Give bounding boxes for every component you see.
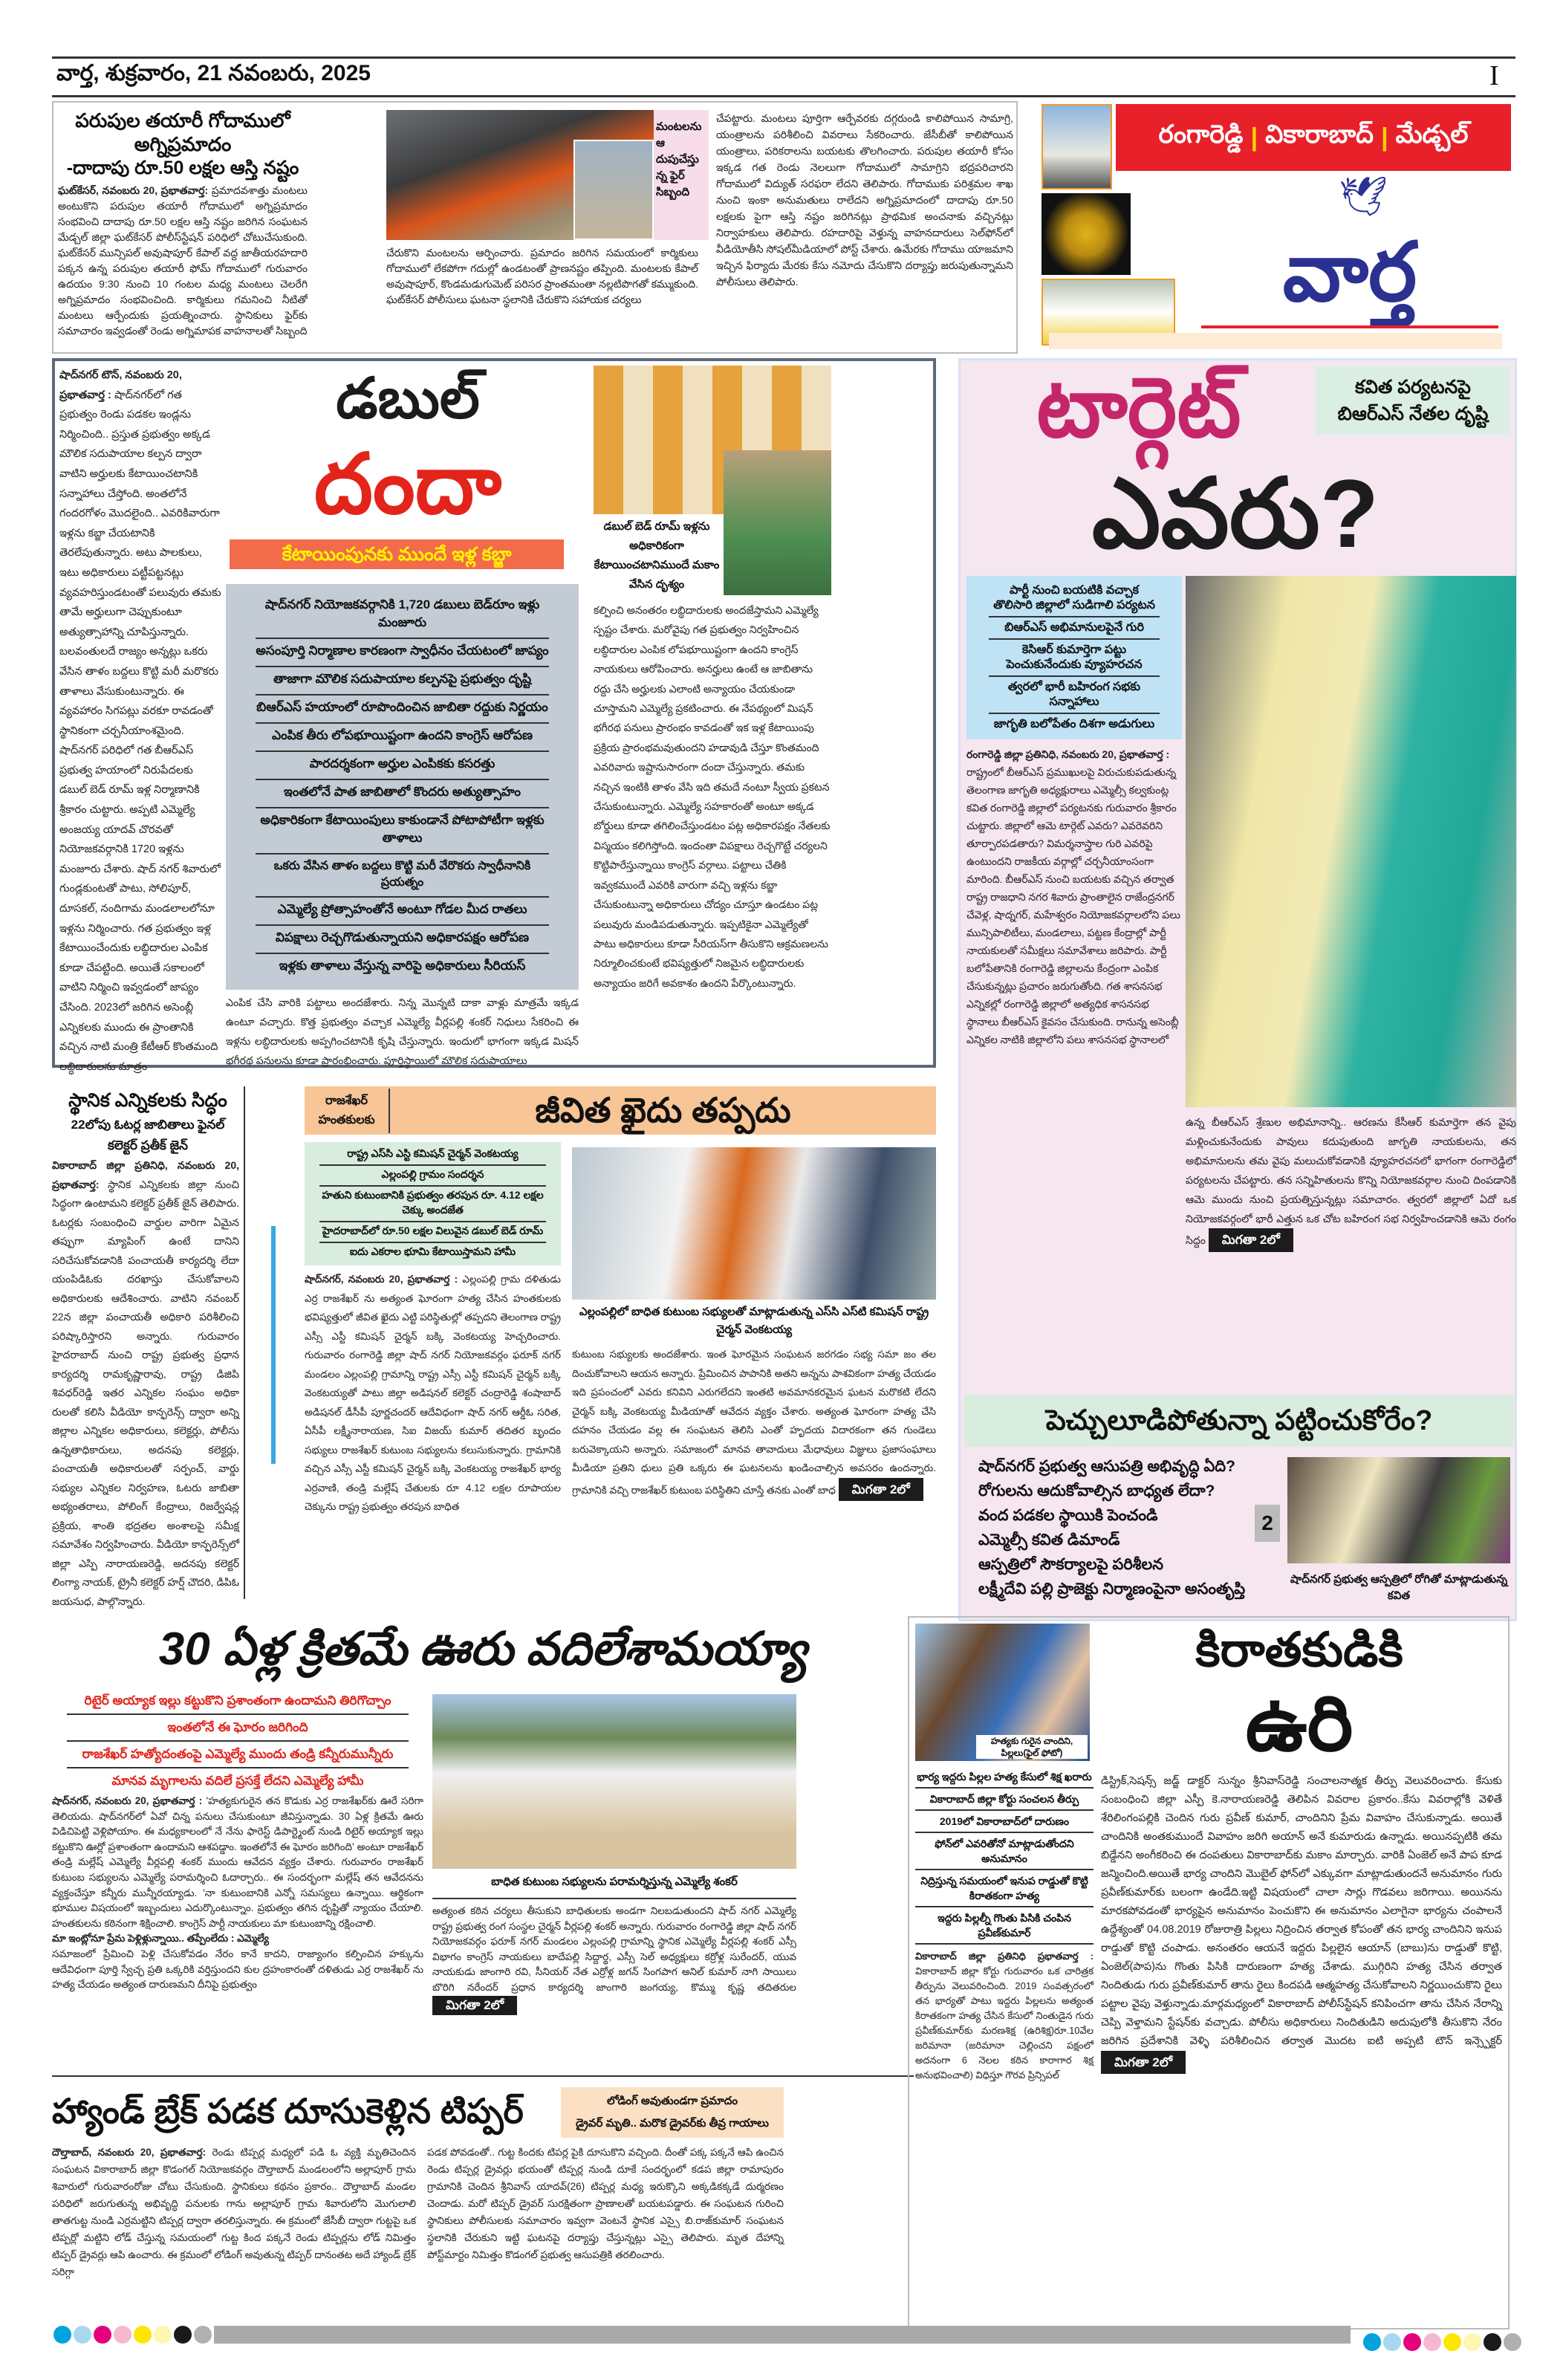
village-dateline: షాద్‌నగర్, నవంబరు 20, ప్రభాతవార్త :: [52, 1795, 203, 1806]
tipper-dateline: దౌల్తాబాద్, నవంబరు 20, ప్రభాతవార్త:: [52, 2147, 207, 2158]
color-dot: [1463, 2333, 1481, 2351]
color-dot: [194, 2326, 212, 2344]
verdict-photo-caption: హత్యకు గురైన చాందిని, పిల్లలు(ఫైల్ ఫోటో): [976, 1735, 1088, 1759]
commission-visit-photo: [572, 1147, 936, 1300]
village-subhead: రాజశేఖర్ హత్యోదంతంపై ఎమ్మెల్యే ముందు తండ్రి కన్నీరుమున్నీరు: [67, 1745, 409, 1768]
verdict-left-flow: [915, 1766, 1094, 2083]
vaartha-logo: వార్త: [1282, 227, 1417, 318]
double-dateline: షాద్‌నగర్ టౌన్, నవంబరు 20, ప్రభాతవార్త :: [59, 369, 182, 401]
tipper-kicker: [561, 2087, 784, 2138]
verdict-subhead: 2019లో వికారాబాద్‌లో దారుణం: [915, 1811, 1094, 1833]
target-subheads-box: [966, 576, 1182, 739]
target-dateline: రంగారెడ్డి జిల్లా ప్రతినిధి, నవంబరు 20, ప్రభాతవార్త :: [966, 748, 1170, 760]
village-right: [432, 1904, 796, 2015]
village-continued-button[interactable]: మిగతా 2లో: [432, 1996, 517, 2016]
masthead: [1042, 104, 1511, 349]
verdict-subhead: భార్య ఇద్దరు పిల్లల హత్య కేసులో శిక్ష ఖరారు: [915, 1766, 1094, 1789]
double-subhead: అసంపూర్తి నిర్మాణాల కారణంగా స్వాధీనం చేయటంలో జాప్యం: [256, 639, 549, 667]
fire-col1: [58, 183, 308, 349]
color-dot: [114, 2326, 131, 2344]
registration-bar-right: [1363, 2333, 1524, 2351]
double-subhead: విపక్షాలు రెచ్చగొడుతున్నాయని అధికారపక్షం ఆరోపణ: [256, 926, 549, 954]
target-subhead: త్వరలో భారీ బహిరంగ సభకు సన్నాహాలు: [989, 677, 1160, 714]
village-left-flow: [52, 1691, 423, 1993]
color-dot: [174, 2326, 192, 2344]
village-subhead: రిటైర్ అయ్యాక ఇల్లు కట్టుకొని ప్రశాంతంగా ఉందామని తిరిగొచ్చాం: [67, 1691, 409, 1715]
tipper-text1: రెండు టిప్పర్ల మధ్యలో పడి ఓ వ్యక్తి మృతిచెందిన సంఘటన వికారాబాద్ జిల్లా కొడంగల్ నియోజకవర్గం దౌల్తాబాద్ మండలంలోని అల్లాపూర్ గ్రామ శివారులో గురువారంరోజు చోటు చేసుకుంది. స్థానికులు కథనం ప్రకారం.. దౌల్తాబాద్ మండల పరిధిలో జరుగుతున్న అభివృద్ధి పనులకు గాను అల్లాపూర్ గ్రామ శివారులోని మొగులాలి తాతగుట్ట నుండి ఎర్రమట్టిని టిప్పర్ల ద్వారా తరలిస్తున్నారు. ఈ క్రమంలో జేసీబీ ద్వారా గుట్టపై ఒక టిప్పర్లో మట్టిని లోడ్ చేస్తున్న సమయంలో గుట్ట కింద పక్కనే రెండు టిప్పర్లను లోడ్ నిమిత్తం టిప్పర్ డ్రైవర్లు ఆపి ఉంచారు. ఈ క్రమంలో లోడింగ్ అవుతున్న టిప్పర్ దానంతట అదే హ్యాండ్ బ్రేక్ సరిగ్గా: [52, 2147, 417, 2277]
hospital-line: ఎమ్మెల్సీ కవిత డిమాండ్: [978, 1531, 1120, 1549]
verdict-left-text: వికారాబాద్ జిల్లా కోర్టు గురువారం ఒక చారిత్రక తీర్పును వెలువరించింది. 2019 సంవత్సరంలో తన భార్యతో పాటు ఇద్దరు పిల్లలను అత్యంత కిరాతకంగా హత్య చేసిన కేసులో నింతుడైన గురు ప్రవీణ్‌కుమార్‌కు మరణశిక్ష (ఉరిశిక్ష)రూ.10వేల జరిమానా (జరిమానా చెల్లించని పక్షంలో అదనంగా 6 నెలల కఠిన కారాగార శిక్ష అనుభవించాలి) విధిస్తూ గౌరవ ప్రిన్సిపల్: [915, 1965, 1094, 2081]
verdict-continued-button[interactable]: మిగతా 2లో: [1101, 2051, 1186, 2074]
target-title-2: ఎవరు?: [1091, 459, 1380, 568]
double-subhead: తాజాగా మౌలిక సదుపాయాల కల్పనపై ప్రభుత్వం దృష్టి: [256, 667, 549, 695]
color-dot: [53, 2326, 71, 2344]
double-subhead: షాద్‌నగర్ నియోజకవర్గానికి 1,720 డబులు బెడ్‌రూం ఇళ్లు మంజూరు: [256, 593, 549, 639]
color-dot: [154, 2326, 172, 2344]
target-subhead: జాగృతి బలోపేతం దిశగా అడుగులు: [993, 718, 1155, 730]
rajashekhar-story: [305, 1086, 936, 1599]
target-left-text: రాష్ట్రంలో బీఆర్ఎస్ ప్రముఖులపై విరుచుకుపడుతున్న తెలంగాణ జాగృతి అధ్యక్షురాలు ఎమ్మెల్సీ కల్వకుంట్ల కవిత రంగారెడ్డి జిల్లాలో పర్యటనకు గురువారం శ్రీకారం చుట్టారు. జిల్లాలో ఆమె టార్గెట్ ఎవరు? ఎవరెవరిని తూర్పారపడతారు? విమర్శనాస్త్రాల గురి ఎవరిపై ఉంటుందని రాజకీయ వర్గాల్లో చర్చనీయాంసంగా మారింది. బీఆర్ఎస్ నుంచి బయటకు వచ్చిన తర్వాత రాష్ట్ర రాజధాని నగర శివారు ప్రాంతాలైన రాజేంద్రనగర్ చేవెళ్ల, షాద్నగర్, మహేశ్వరం నియోజకవర్గాలలోని పలు మున్సిపాలిటీలు, మండలాలు, పట్టణ కేంద్రాల్లో పార్టీ నాయకులతో సమీక్షలు సమావేశాలు జరిపారు. పార్టీ బలోపేతానికి రంగారెడ్డి జిల్లాలను కేంద్రంగా ఎంపిక చేసుకున్నట్లు ప్రచారం జరుగుతోంది. గత శాసనసభ ఎన్నికల్లో రంగారెడ్డి జిల్లాలో అత్యధిక శాసనసభ స్థానాలు బీఆర్ఎస్ కైవసం చేసుకుంది. రానున్న అసెంబ్లీ ఎన్నికల నాటికి జిల్లాలోని పలు శాసనసభ స్థానాలలో: [966, 766, 1180, 1045]
color-dot: [134, 2326, 152, 2344]
verdict-subhead: నిద్రిస్తున్న సమయంలో ఇనుప రాడ్డుతో కొట్టి కిరాతకంగా హత్య: [915, 1870, 1094, 1907]
hospital-photo: [1287, 1457, 1510, 1563]
double-subhead: పారదర్శకంగా అర్హుల ఎంపికకు కసరత్తు: [256, 752, 549, 780]
elections-title: స్థానిక ఎన్నికలకు సిద్ధం: [68, 1090, 227, 1111]
district-band: రంగారెడ్డి | వికారాబాద్ | మేడ్చల్: [1116, 104, 1511, 171]
fire-col2: చేరుకొని మంటలను ఆర్పించారు. ప్రమాదం జరిగిన సమయంలో కార్మికులు గోదాములో లేకపోగా గదుల్లో ఉండటంతో ప్రాణనష్టం తప్పింది. మంటలకు కేపాల్ అవుషాపూర్, కొండమడుగుమెట్ పరిసర ప్రాంతమంతా నల్లటిపొగతో కమ్ముకుంది. ఘట్‌కేసర్ పోలీసులు ఘటనా స్థలానికి చేరుకొని సహాయక చర్యలు: [386, 247, 698, 305]
village-subhead: ఇంతలోనే ఈ ఘోరం జరిగింది: [67, 1718, 409, 1742]
logo-band: [1049, 333, 1502, 349]
color-dot: [1363, 2333, 1381, 2351]
target-continued-button[interactable]: మిగతా 2లో: [1209, 1228, 1293, 1252]
rajashekhar-kicker: రాజశేఖర్ హంతకులకు: [305, 1089, 390, 1133]
fire-subheadline: -దాదాపు రూ.50 లక్షల ఆస్తి నష్టం: [66, 158, 299, 178]
rajashekhar-right-text: కుటుంబ సభ్యులకు అందజేశారు. ఇంత ఘోరమైన సంఘటన జరగడం సభ్య సమా జం తల దించుకోవాలని ఆయన అన్నారు. ప్రేమించిన పాపానికి అతని అన్నను పాశవికంగా హత్య చేయడం ఇది ప్రపంచంలో ఎవరు కనివిని ఎరుగలేదని ఇంతటి అవమానకరమైన ఘటన మరొకటి లేదని చైర్మన్ బక్కి వెంకటయ్య మీడియాతో ఆవేదన వ్యక్తం చేశారు. అత్యంత ఘోరంగా హత్య చేసి దహనం చేయడం వల్ల ఈ సంఘటన తెలిసి ఎంతో హృదయ విదారకంగా తన గుండెలు బరువెక్కాయని అన్నారు. సమాజంలో మానవ తావాదులు మేధావులు విజ్ఞులు ప్రజాసంఘాలు మీడియా ప్రతిని ధులు ప్రతి ఒక్కరు ఈ ఘటనలను ఖండించాల్సిన అవసరం ఉందన్నారు. గ్రామానికి వచ్చి రాజశేఖర్ కుటుంబ పరిస్థితిని చూస్తే తనకు ఎంతో బాధ: [572, 1349, 936, 1496]
hospital-line: రోగులను ఆదుకోవాల్సిన బాధ్యత లేదా?: [978, 1482, 1215, 1499]
double-subhead: ఇంతలోనే పాత జాబితాలో కొందరు అత్యుత్సాహం: [256, 780, 549, 808]
village-text: 'హత్యకుగురైన తన కొడుకు ఎర్ర రాజశేఖర్‌కు ఊరే సరిగా తెలియదు. షాద్‌నగర్‌లో ఏవో చిన్న పనులు చేసుకుంటూ జీవిస్తున్నాడు. 30 ఏళ్ల క్రితమే ఊరు విడిచిపెట్టి వెళ్లిపోయాం. ఈ మధ్యకాలంలో నే నేను ఫారెస్ట్ డిపార్ట్మెంట్ నుండి రిటైర్ అయ్యాక ఇల్లు కట్టుకొని ఊర్లో ప్రశాంతంగా ఉందామని ఆశపడ్డాం. ఇంతలోనే ఈ ఘోరం జరిగింది' అంటూ రాజశేఖర్ తండ్రి మల్లేష్ ఎమ్మెల్యే వీర్లపల్లి శంకర్ ముందు ఆవేదన వ్యక్తం చేశారు. గురువారం రాజశేఖర్ కుటుంబ సభ్యులను ఎమ్మెల్యే పరామర్శించి ఓదార్చారు.. ఈ సందర్భంగా మల్లేష్ తన ఆవేదనను వ్యక్తంచేస్తూ కన్నీరు మున్నీరయ్యాడు. 'నా కుటుంబానికి ఎన్నో సమస్యలు ఉన్నాయి. ఆర్థికంగా భూముల విషయంలో ఇబ్బందులు ఎదుర్కొంటున్నాం. ప్రభుత్వం తగిన దృష్టితో న్యాయం చేయాలి. హంతకులను కఠినంగా శిక్షించాలి. కాంగ్రెస్ పార్టీ నాయకులు మా కుటుంబాన్ని రక్షించాలి.: [52, 1795, 423, 1929]
double-subhead: అధికారికంగా కేటాయింపులు కాకుండానే పోటాపోటీగా ఇళ్లకు తాళాలు: [256, 808, 549, 855]
tipper-header: [52, 2087, 784, 2138]
rajashekhar-subhead: రాష్ట్ర ఎస్‌సి ఎస్టి కమిషన్ చైర్మన్ వెంకటయ్య: [319, 1145, 546, 1166]
village-story: [52, 1620, 914, 2066]
double-subhead: బిఆర్ఎస్ హయాంలో రూపొందించిన జాబితా రద్దుకు నిర్ణయం: [256, 695, 549, 724]
fire-text: ప్రమాదవశాత్తు మంటలు అంటుకొని పరుపుల తయారీ గోదాములో అగ్నిప్రమాదం సంభవించి దాదాపు రూ.50 లక్షల ఆస్తి నష్టం జరిగిన సంఘటన మేడ్చల్ జిల్లా ఘట్‌కేసర్ పోలీస్‌స్టేషన్ పరిధిలో చోటుచేసుకుంది. ఘట్‌కేసర్ మున్సిపల్ అవుషాపూర్ కేపాల్ వద్ద జాతీయరహదారి పక్కన ఉన్న పరుపుల తయారీ ఫోమ్ గోదాములో గురువారం ఉదయం 9:30 నుంచి 10 గంటల మధ్య మంటలు చెలరేగి అగ్నిప్రమాదం సంభవించింది. కార్మికులు గమనించి నీటితో మంటలు ఆర్పేందుకు ప్రయత్నించారు. స్థానికులు ఫైర్‌కు సమాచారం ఇవ్వడంతో రెండు అగ్నిమాపక వాహనాలతో సిబ్బంది: [58, 184, 308, 337]
color-dot: [1383, 2333, 1401, 2351]
rajashekhar-subhead: ఎల్లంపల్లి గ్రామం సందర్శన: [319, 1166, 546, 1187]
fire-dateline: ఘట్‌కేసర్, నవంబరు 20, ప్రభాతవార్త:: [58, 184, 209, 196]
rajashekhar-right-flow: [572, 1303, 936, 1501]
district-rangareddy: రంగారెడ్డి: [1158, 120, 1244, 149]
tipper-kicker-2: డ్రైవర్ మృతి.. మరొక డ్రైవర్‌కు తీవ్ర గాయాలు: [576, 2117, 769, 2130]
header-rule-bottom: [52, 95, 1515, 97]
color-dot: [1504, 2333, 1521, 2351]
target-left-col: [966, 745, 1182, 1048]
color-dot: [74, 2326, 91, 2344]
village-body: [52, 1794, 423, 1993]
verdict-right-text: డిస్ట్రిక్,సెషన్స్ జడ్జ్ డాక్టర్ సున్నం శ్రీనివాస్‌రెడ్డి సంచాలనాత్మక తీర్పు వెలువరించారు. కేసుకు సంబంధించి జిల్లా ఎస్పీ కె.నారాయణరెడ్డి తెలిపిన వివరాల ప్రకారం..కేసు వివరాల్లోకి వెళితే శేరిలింగంపల్లికి చెందిన గురు ప్రవీణ్ కుమార్, చాందినిని ప్రేమ వివాహం చేసుకున్నాడు. అయితే చాందినికి అంతకుముందే వివాహం జరిగి అయాన్ అనే కుమారుడు ఉన్నాడు. అయినప్పటికి తమ బిడ్డేనని అంగీకరించి ఈ దంపతులు వికారాబాద్‌కు మకాం మార్చారు. వారికి ఏంజెల్ అనే పాప కూడ జన్మించింది.అయితే భార్య చాందిని మొబైల్ ఫోన్‌లో ఎక్కువగా మాట్లాడుతుందనే అనుమానం గురు ప్రవీణ్‌కుమార్‌కు బలంగా ఉండేది.ఇట్టి విషయంలో చాలా సార్లు గొడవలు జరిగాయి. అయినను మారకపోవడంతో భార్యపైన అనుమానం పెంచుకొని ఈ అనుమానం ఎలాగైనా భార్యను చంపాలనే ఉద్దేశ్యంతో 04.08.2019 రోజురాత్రి పిల్లలు నిద్రించిన తర్వాత కోపంతో తన భార్య చాందినిని ఇనుప రాడ్డుతో కొట్టి చంపాడు. అనంతరం ఆయనే ఇద్దరు పిల్లలైన ఆయాన్ (బాబు)ను రాడ్డుతో కొట్టి, ఏంజెల్(పాప)ను గొంతు పిసికి దారుణంగా హత్య చేశాడు. ముగ్గిరిని హత్య చేసిన తర్వాత నిందితుడు గురు ప్రవీణ్‌కుమార్ తాను రైలు కిందపడి ఆత్మహత్య చేసుకోవాలని నిర్ణయించుకొని రైలు పట్టాల వైపు వెళ్తున్నాడు.మార్గమధ్యంలో వికారాబాద్ పోలీస్‌స్టేషన్ కనిపించగా తాను చేసిన నేరాన్ని చెప్పి వెళ్తామని స్టేషన్‌కు వచ్చాడు. పోలీసు అధికారులు నిందితుడిని అదుపులోకి తీసుకొని నేరం జరిగిన ప్రదేశానికి వెళ్ళి పరిశీలించిన తర్వాత మొదట ఐటి అప్పటి టౌన్ ఇన్స్పెక్టర్: [1101, 1775, 1502, 2047]
fire-left-flow: [58, 108, 308, 349]
dateline-header: వార్త, శుక్రవారం, 21 నవంబరు, 2025: [56, 61, 371, 85]
target-subhead: పార్టీ నుంచి బయటికి వచ్చాక తొలిసారి జిల్లాలో సుడిగాలి పర్యటన: [989, 580, 1160, 617]
tipper-story: [52, 2075, 914, 2280]
fire-photo-caption: మంటలను ఆదుపుచేస్తున్న ఫైర్ సిబ్బంది: [654, 110, 709, 240]
double-right-flow: [594, 517, 831, 993]
village-right-text: అత్యంత కఠిన చర్యలు తీసుకుని బాధితులకు అండగా నిలబడుతుందని షాద్ నగర్ ఎమ్మెల్యే రాష్ట్ర ప్రభుత్వ రంగ సంస్థల చైర్మన్ వీర్లపల్లి శంకర్ అన్నారు. గురువారం రంగారెడ్డి జిల్లా షాద్ నగర్ నియోజకవర్గం ఫరూక్ నగర్ మండలం ఎల్లంపల్లి గ్రామాన్ని స్థానిక ఎమ్మెల్యే వీర్లపల్లి శంకర్ ఎస్సీ విభాగం కాంగ్రెస్ నాయకులు బాదేపల్లి సిద్దార్థ, ఎస్సీ సెల్ అధ్యక్షులు కర్రోళ్ల సురేందర్, యువ నాయకుడు జాంగారి రవి, సీనియర్ నేత ఎర్రోళ్ల జగన్ సింగపాగ అనిల్ కుమార్ నాగి సాయిలు బొరిగి నరేందర్ ప్రధాన కార్యదర్శి జాంగారి జంగయ్య, కొమ్ము కృష్ణ తదితరుల: [432, 1905, 796, 1993]
rajashekhar-body: [305, 1270, 561, 1599]
verdict-subhead: ఫోన్‌లో ఎవరితోనో మాట్లాడుతోందని అనుమానం: [915, 1833, 1094, 1870]
district-vikarabad: వికారాబాద్: [1265, 120, 1374, 149]
target-bottom-body: ఉన్న బీఆర్ఎస్ శ్రేణుల అభిమానాన్ని.. ఆరణను కేసీఆర్ కుమార్తెగా తన వైపు మళ్లించుకునేందుకు పావులు కదుపుతుంది జాగృతి నాయకులను, తన అభిమానులను తమ వైపు మలుచుకోవడానికి వ్యూహరచనలో భాగంగా రంగారెడ్డిలో పర్యటలను చేపట్టారు. తన సన్నిహితులను కొన్ని నియోజకవర్గాల నుంచి దింపడానికి ఆమె ముందు నుంచి ప్రయత్నిస్తున్నట్లు సమాచారం. త్వరలో జిల్లాలో ఏదో ఒక నియోజకవర్గంలో భారీ ఎత్తున ఒక చోట బహిరంగ సభ నిర్వహించడానికి ఆమె రంగం సిద్దం: [1186, 1116, 1516, 1246]
rajashekhar-right: [572, 1345, 936, 1501]
verdict-right: [1101, 1772, 1502, 2074]
firefighters-photo: [573, 140, 654, 240]
elections-story: [52, 1086, 245, 1607]
color-dot: [94, 2326, 111, 2344]
elections-dateline: వికారాబాద్ జిల్లా ప్రతినిధి, నవంబరు 20, ప్రభాతవార్త:: [52, 1159, 239, 1190]
elections-accent-bar: [271, 1226, 276, 1464]
double-title-1: డబుల్: [336, 367, 480, 430]
double-subhead: ఇళ్లకు తాళాలు వేస్తున్న వారిపై అధికారులు సీరియస్: [279, 959, 526, 973]
deity-photo: [1042, 193, 1131, 275]
tipper-columns: [52, 2144, 784, 2280]
fire-col3: చేపట్టారు. మంటలు పూర్తిగా ఆర్పేవరకు దగ్గరుండి కాలిపోయిన సామాగ్రి, యంత్రాలను పరిశీలించి వివరాలు సేకరించారు. జేసీబీతో కాలిపోయిన యంత్రాలు, పరికరాలను బయటకు తొలగించారు. పరుపుల తయారీ కోసం ఇక్కడ గత రెండు నెలలుగా గోదాములో సామాగ్రిని భద్రపరిచారని గోదాములో విద్యుత్ సరఫరా లేదని తెలిపారు. గోదాముకు పరిశ్రమల శాఖ నుంచి ఇంకా అనుమతులు రాలేదని అగ్నిప్రమాదంలో దాదాపు రూ.50 లక్షలకు పైగా ఆస్తి నష్టం జరిగినట్లు ప్రాథమిక అంచనాకు వచ్చినట్లు నిర్వాహకులు తెలిపారు. రహదారిపై వెళ్తున్న వాహనదారులు సెల్‌ఫోన్‌లో వీడియోతీసి సోషల్‌మీడియాలో పోస్ట్ చేశారు. ఉమేరకు గోదాము యాజమాని ఇచ్చిన ఫిర్యాదు మేరకు కేసు నమోదు చేసుకొని దర్యాప్తు జరుపుతున్నామని పోలీసులు తెలిపారు.: [716, 112, 1013, 288]
color-dot: [1443, 2333, 1461, 2351]
dove-icon: 🕊: [1339, 175, 1388, 218]
hospital-title: పెచ్చులూడిపోతున్నా పట్టించుకోరేం?: [964, 1395, 1514, 1447]
kavitha-photo: [1186, 576, 1516, 1107]
tipper-col2: పడక పోవడంతో.. గుట్ట కిందకు టిపర్ల పైకి దూసుకొని వచ్చింది. దీంతో పక్క పక్కనే ఆపి ఉంచిన రెండు టిప్పర్ల డ్రైవర్లు భయంతో టిప్పర్ల నుండి దూకే సందర్భంలో కడప జిల్లా రామాపురం గ్రామానికి చెందిన శ్రీనివాస్ యాదవ్(26) టిప్పర్ల మధ్య ఇరుక్కొని అక్కడికక్కడే దుర్మరణం చెందాడు. మరో టిప్పర్ డ్రైవర్ సురక్షితంగా ప్రాణాలతో బయటపడ్డారు. ఈ సంఘటన గురించి స్థానికులు పోలీసులకు సమాచారం ఇవ్వగా వెంటనే స్థానిక ఎస్సై బి.రాజ్‌కుమార్ సంఘటన స్థలానికి చేరుకుని ఇట్టి ఘటనపై దర్యాప్తు చేస్తున్నట్లు ఎస్సై తెలిపారు. మృత దేహాన్ని పోస్ట్‌మార్టం నిమిత్తం కొడంగల్ ప్రభుత్వ ఆసుపత్రికి తరలించారు.: [427, 2147, 784, 2260]
double-center-text: ఎంపిక చేసి వారికి పట్టాలు అందజేశారు. నిన్న మొన్నటి దాకా వాళ్లు మాత్రమే ఇక్కడ ఉంటూ వచ్చారు. కొత్త ప్రభుత్వం వచ్చాక ఎమ్మెల్యే వీర్లపల్లి శంకర్ నిధులు సేకరించి ఈ ఇళ్లను లబ్ధిదారులకు అప్పగించటానికి కృషి చేస్తున్నారు. ఇందులో భాగంగా ఇక్కడ మిషన్ భగీరథ పనులను కూడా ప్రారంభించారు. పూర్తిస్థాయిలో మౌలిక సదుపాయాలు: [226, 996, 579, 1066]
temple-photo: [1042, 104, 1112, 189]
header-rule-top: [52, 56, 1515, 59]
tipper-kicker-1: లోడింగ్ అవుతుండగా ప్రమాదం: [607, 2095, 738, 2107]
target-kicker: కవిత పర్యటనపై బిఆర్ఎస్ నేతల దృష్టి: [1316, 366, 1510, 435]
hospital-line: ఆస్పత్రిలో సౌకర్యాలపై పరిశీలన: [978, 1556, 1163, 1573]
gray-strip: [214, 2326, 1351, 2344]
target-story: [958, 358, 1517, 1621]
verdict-title-1: కిరాతకుడికి: [1195, 1623, 1403, 1676]
rajashekhar-photo-caption: ఎల్లంపల్లిలో బాధిత కుటుంబ సభ్యులతో మాట్లాడుతున్న ఎస్‌సి ఎస్‌టి కమిషన్ రాష్ట్ర చైర్మన్ వెంకటయ్య: [579, 1306, 929, 1336]
page-ref-badge: 2: [1255, 1505, 1280, 1542]
hospital-line: షాద్‌నగర్ ప్రభుత్వ ఆసుపత్రి అభివృద్ధి ఏది?: [978, 1458, 1235, 1475]
color-dot: [1484, 2333, 1501, 2351]
rajashekhar-continued-button[interactable]: మిగతా 2లో: [839, 1478, 923, 1502]
rajashekhar-subhead: హైదరాబాద్‌లో రూ.50 లక్షల విలువైన డబుల్ బెడ్ రూమ్: [319, 1222, 546, 1243]
double-title-2: దందా: [313, 438, 502, 531]
target-bottom-text: [1186, 1112, 1516, 1252]
rajashekhar-banner: [305, 1086, 936, 1135]
registration-bar-left: [53, 2326, 1351, 2344]
village-photo-caption: బాధిత కుటుంబ సభ్యులను పరామర్శిస్తున్న ఎమ్మెల్యే శంకర్: [432, 1874, 796, 1899]
tipper-title: హ్యాండ్ బ్రేక్ పడక దూసుకెళ్లిన టిప్పర్: [52, 2092, 524, 2130]
village-subtitle2: మా ఇంట్లోనూ ప్రేమ పెళ్లిళ్లున్నాయి.. తప్పేంలేదు : ఎమ్మెల్యే: [52, 1933, 269, 1945]
verdict-story: [908, 1616, 1510, 2329]
double-subhead: ఒకరు వేసిన తాళం బద్దలు కొట్టి మరీ వేరొకరు స్వాధీనానికి ప్రయత్నం: [256, 855, 549, 898]
double-photo-caption: డబుల్ బెడ్ రూమ్ ఇళ్లను అధికారికంగా కేటాయించటానిముందే మకాం వేసిన దృశ్యం: [594, 520, 720, 591]
verdict-left: [915, 1949, 1094, 2083]
verdict-title-2: ఉరి: [1245, 1681, 1354, 1767]
mla-visit-photo: [432, 1694, 796, 1869]
rajashekhar-text: ఎల్లంపల్లి గ్రామ దళితుడు ఎర్ర రాజశేఖర్ ను అత్యంత ఘోరంగా హత్య చేసిన హంతకులకు భవిష్యత్తులో జీవిత ఖైదు ఎట్టి పరిస్థితుల్లో తప్పదని తెలంగాణ రాష్ట్ర ఎస్సీ ఎస్టీ కమిషన్ చైర్మన్ బక్కి వెంకటయ్య హెచ్చరించారు. గురువారం రంగారెడ్డి జిల్లా షాద్ నగర్ నియోజకవర్గం ఫరూక్ నగర్ మండలం ఎల్లంపల్లి గ్రామాన్ని రాష్ట్ర ఎస్సీ ఎస్టీ కమిషన్ చైర్మన్ బక్కి వెంకటయ్యతో పాటు జిల్లా అడిషనల్ కలెక్టర్ చంద్రారెడ్డి శంషాబాద్ అడిషనల్ డీసీపీ పూర్ణచందర్ ఆదేవిధంగా షాద్ నగర్ ఆర్డీఓ సరిత, ఏసీపీ లక్ష్మీనారాయణ, సిఐ విజయ్ కుమార్ తదితర బృందం సభ్యులు రాజశేఖర్ కుటుంబ సభ్యులను కలుసుకున్నారు. గ్రామానికి వచ్చిన ఎస్సీ ఎస్టీ కమిషన్ చైర్మన్ బక్కి వెంకటయ్య రాజశేఖర్ భార్య ఎర్రవాణి, తండ్రి మల్లేష్ చేతులకు రూ 4.12 లక్షల రూపాయల చెక్కును రాష్ట్ర ప్రభుత్వం తరపున బాధిత: [305, 1274, 561, 1512]
elections-body: [52, 1156, 244, 1611]
rajashekhar-dateline: షాద్‌నగర్, నవంబరు 20, ప్రభాతవార్త :: [305, 1274, 458, 1285]
target-left-flow: [966, 576, 1182, 1048]
elections-sub1: 22లోపు ఓటర్ల జాబితాలు ఫైనల్: [71, 1118, 225, 1132]
verdict-subhead: వికారాబాద్ జిల్లా కోర్టు సంచలన తీర్పు: [915, 1789, 1094, 1811]
hospital-lines: [978, 1454, 1247, 1601]
tipper-col1: [52, 2144, 416, 2280]
target-subhead: బిఆర్ఎస్ అభిమానులపైనే గురి: [989, 617, 1160, 640]
fire-story: [52, 101, 1018, 354]
verdict-dateline: వికారాబాద్ జిల్లా ప్రతినిధి ప్రభాతవార్త :: [915, 1951, 1094, 1962]
double-subheads: [226, 584, 579, 990]
target-subhead: కెసిఆర్ కుమార్తెగా పట్టు పెంచుకునేందుకు వ్యూహరచన: [989, 640, 1160, 677]
double-left-col: [59, 366, 223, 1077]
hospital-line: లక్ష్మీదేవి పల్లి ప్రాజెక్టు నిర్మాణంపైనా అసంతృప్తి: [978, 1580, 1246, 1598]
logo-underline: [1201, 325, 1498, 328]
village-title: 30 ఏళ్ల క్రితమే ఊరు వదిలేశామయ్యా: [158, 1624, 808, 1675]
page-marker: I: [1489, 60, 1499, 91]
color-dot: [1403, 2333, 1421, 2351]
double-danda-story: [52, 358, 936, 1073]
rajashekhar-subhead: హతుని కుటుంబానికి ప్రభుత్వం తరపున రూ. 4.12 లక్షల చెక్కు అందజేత: [319, 1187, 546, 1222]
verdict-subhead: ఇద్దరు పిల్లల్నీ గొంతు పిసికి చంపిన ప్రవీణ్‌కుమార్: [915, 1907, 1094, 1945]
double-subhead: ఎమ్మెల్యే ప్రోత్సాహంతోనే అంటూ గోడల మీద రాతలు: [256, 898, 549, 926]
double-right-col: కల్పించి అనంతరం లబ్ధిదారులకు అందజేస్తామని ఎమ్మెల్యే స్పష్టం చేశారు. మరోవైపు గత ప్రభుత్వం నిర్వహించిన లబ్ధిదారుల ఎంపిక లోపభూయిష్టంగా ఉందని కాంగ్రెస్ నాయకులు ఆరోపించారు. అనర్హులు ఉంటే ఆ జాబితాను రద్దు చేసి అర్హులకు ఎలాంటి అన్యాయం చేయకుండా చూస్తామని ఎమ్మెల్యే ప్రకటించారు. ఈ నేపథ్యంలో మిషన్ భగీరథ పనులు ప్రారంభం కావడంతో ఇక ఇళ్ల కేటాయింపు ప్రక్రియ ప్రారంభమవుతుందని హడావుడి చేస్తూ కొంతమంది ఎవరివారు ఇష్టానుసారంగా దందా చేస్తున్నారు. తమకు నచ్చిన ఇంటికి తాళం వేసి ఇది తమదే నంటూ స్వీయ ప్రకటన చేసుకుంటున్నారు. ఎమ్మెల్యే సహకారంతో అంటూ అక్కడ బోర్డులు కూడా తగిలించేస్తుండటం పట్ల అధికారపక్షం నేతలకు విస్మయం కలిగిస్తోంది. ఇందంతా విపక్షాలు రెచ్చగొట్టే చర్యలని కొట్టిపారేస్తున్నాయి కాంగ్రెస్ వర్గాలు. పట్టాలు చేతికి ఇవ్వకముందే ఎవరికి వారుగా వచ్చి ఇళ్లను కబ్జా చేసుకుంటున్నా అధికారులు చోద్యం చూస్తూ ఉండటం పట్ల పలువురు మండిపడుతున్నారు. ఇప్పటికైనా ఎమ్మెల్యేతో పాటు అధికారులు కూడా సీరియస్‌గా తీసుకొని ఆక్రమణలను నిర్మూలించకుంటే భవిష్యత్తులో నిజమైన లబ్ధిదారులకు అన్యాయం జరిగే అవకాశం ఉందని పేర్కొంటున్నారు.: [594, 604, 831, 989]
elections-text: స్థానిక ఎన్నికలకు జిల్లా నుంచి సిద్ధంగా ఉంటామని కలెక్టర్ ప్రతీక్ జైన్ తెలిపారు. ఓటర్లకు సంబంధించి వార్డుల వారిగా ఏమైన తప్పుగా మ్యాపింగ్ ఉంటే దానిని సరిచేసుకోవడానికి పంచాయతీ కార్యదర్శి లేదా యంపిడిఓకు దరఖాస్తు చేసుకోవాలని అధికారులకు ఆదేశించారు. వాటిని నవంబర్ 22న జిల్లా పంచాయతీ అధికారి పరిశీలించి పరిష్కారిస్తారని అన్నారు. గురువారం హైదరాబాద్ నుంచి రాష్ట్ర ప్రభుత్వ ప్రధాన కార్యదర్శి రామకృష్ణారావు, రాష్ట్ర డిజిపి శివధర్‌రెడ్డి ఇతర ఎన్నికల సంఘం అధికా రులతో కలిసి వీడియో కాన్ఫరెన్స్ ద్వారా అన్ని జిల్లాల ఎన్నికల అధికారులు, కలెక్టర్లు, పోలీసు ఉన్నతాధికారులు, అదనపు కలెక్టర్లు, పంచాయతీ అధికారులతో సర్పంచ్, వార్డు సభ్యుల ఎన్నికల నిర్వహణ, ఓటరు జాబితా అభ్యంతరాలు, పోలింగ్ కేంద్రాలు, రిజర్వేషన్ల ప్రక్రియ, శాంతి భద్రతల అంశాలపై సమీక్ష సమావేశం నిర్వహించారు. వీడియో కాన్ఫరెన్స్‌లో జిల్లా ఎస్పి నారాయణరెడ్డి, అదనపు కలెక్టర్ లింగ్యా నాయక్, ట్రైనీ కలెక్టర్ హర్ష్ చౌదరి, డిపిఓ జయసుధ, పాల్గొన్నారు.: [52, 1178, 239, 1607]
double-subhead: ఎంపిక తీరు లోపభూయిష్టంగా ఉందని కాంగ్రెస్ ఆరోపణ: [256, 724, 549, 752]
double-left-text: షాద్‌నగర్‌లో గత ప్రభుత్వం రెండు పడకల ఇండ్లను నిర్మించింది.. ప్రస్తుత ప్రభుత్వం అక్కడ మౌలిక సదుపాయాల కల్పన ద్వారా వాటిని అర్హులకు కేటాయించటానికి సన్నాహాలు చేస్తోంది. అంతలోనే గందరగోళం మొదలైంది.. ఎవరికివారుగా ఇళ్లను కబ్జా చేయటానికి తెరలేపుతున్నారు. అటు పాలకులు, ఇటు అధికారులు పట్టీపట్టనట్లు వ్యవహరిస్తుండటంతో పలువురు తమకు తామే అర్హులుగా చెప్పుకుంటూ అత్యుత్సాహాన్ని చూపిస్తున్నారు. బలవంతులదే రాజ్యం అన్నట్లు ఒకరు వేసిన తాళం బద్దలు కొట్టి మరీ మరొకరు తాళాలు వేసుకుంటున్నారు. ఈ వ్యవహారం సిగపట్లు వరకూ రావడంతో స్థానికంగా చర్చనీయాంశమైంది. షాద్‌నగర్ పరిధిలో గత బీఆర్ఎస్ ప్రభుత్వ హయాంలో నిరుపేదలకు డబుల్ బెడ్ రూమ్ ఇళ్ల నిర్మాణానికి శ్రీకారం చుట్టారు. అప్పటి ఎమ్మెల్యే అంజయ్య యాదవ్ చొరవతో నియోజకవర్గానికి 1720 ఇళ్లను మంజూరు చేశారు. షాద్ నగర్ శివారులో గుండ్లకుంటతో పాటు, సోలిపూర్, దూసకల్, నందిగామ మండలాలలోనూ ఇళ్లను నిర్మించారు. గత ప్రభుత్వం ఇళ్ల కేటాయించేందుకు లబ్ధిదారుల ఎంపిక కూడా చేపట్టింది. అయితే సకాలంలో వాటిని నిర్మించి ఇవ్వడంలో జాప్యం చేసింది. 2023లో జరిగిన అసెంబ్లీ ఎన్నికలకు ముందు ఈ ప్రాంతానికి వచ్చిన నాటి మంత్రి కేటీఆర్ కొంతమంది లబ్ధిదారులను మాత్రం: [59, 389, 221, 1073]
rajashekhar-subhead: ఐదు ఎకరాల భూమి కేటాయిస్తామని హామీ: [349, 1245, 516, 1257]
double-kicker: కేటాయింపునకు ముందే ఇళ్ల కబ్జా: [230, 539, 564, 569]
rajashekhar-left-flow: [305, 1142, 561, 1599]
rajashekhar-title: జీవిత ఖైదు తప్పదు: [535, 1091, 791, 1129]
village-text2: సమాజంలో ప్రేమించి పెళ్లి చేసుకోవడం నేరం కానే కాదని, రాజ్యాంగం కల్పించిన హక్కును ఆదేవిధంగా పూర్తి స్వేచ్ఛ ప్రతి ఒక్కరికి వర్తిస్తుందని కుల ద్రహంకారంతో దళితుడు ఎర్ర రాజశేఖర్ ను హత్య చేయడం అత్యంత దారుణమని దీనిపై ప్రభుత్వం: [52, 1948, 423, 1991]
fire-headline: పరుపుల తయారీ గోదాములో అగ్నిప్రమాదం: [75, 109, 290, 155]
hospital-photo-caption: షాద్‌నగర్ ప్రభుత్వ ఆస్పత్రిలో రోగితో మాట్లాడుతున్న కవిత: [1290, 1573, 1508, 1602]
hospital-line: వంద పడకల స్థాయికి పెంచండి: [978, 1507, 1158, 1524]
district-medchal: మేడ్చల్: [1395, 120, 1469, 149]
double-center-flow: [226, 539, 579, 1070]
target-title-1: టార్గెట్: [1036, 361, 1241, 454]
color-dot: [1423, 2333, 1441, 2351]
village-subhead: మానవ మృగాలను వదిలే ప్రసక్తే లేదని ఎమ్మెల్యే హామీ: [111, 1774, 364, 1788]
elections-sub2: కలెక్టర్ ప్రతీక్ జైన్: [108, 1138, 188, 1152]
rajashekhar-subheads: [305, 1142, 561, 1265]
village-right-flow: [432, 1874, 796, 2015]
